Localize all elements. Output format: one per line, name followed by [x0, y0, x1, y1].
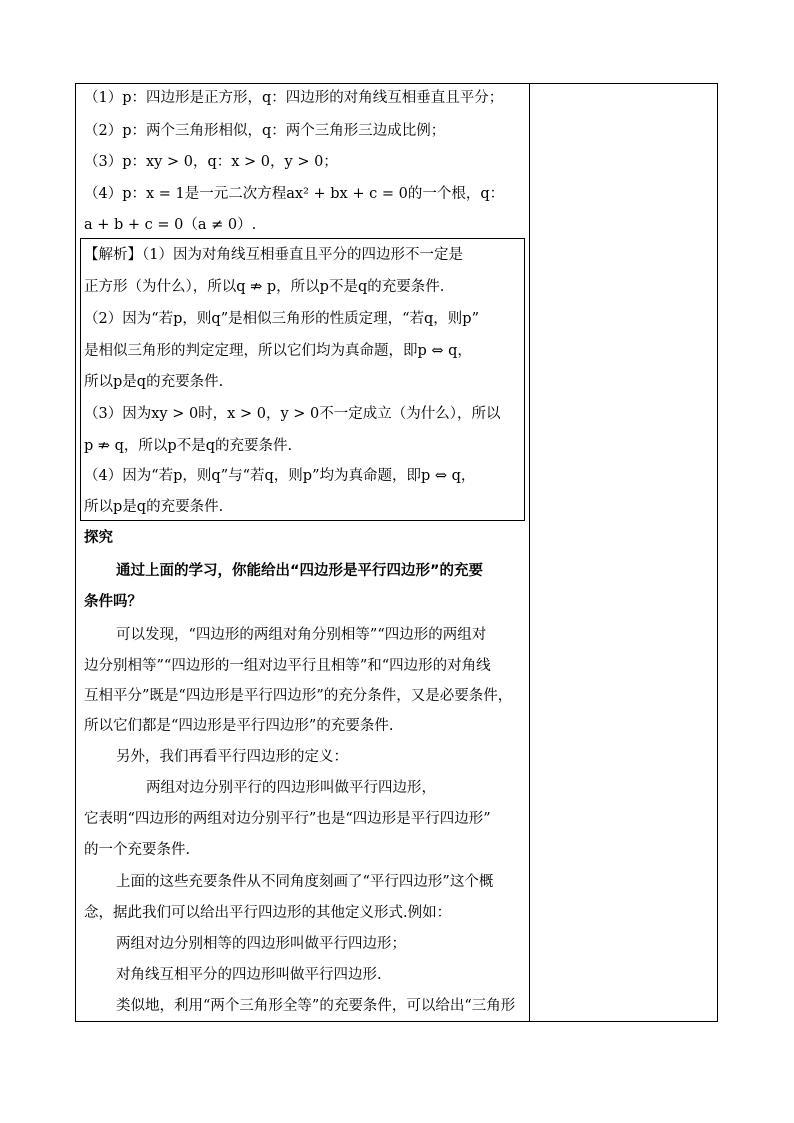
- explore-para-1-line-1: 可以发现，“四边形的两组对角分别相等”“四边形的两组对: [116, 627, 487, 643]
- parallelogram-definition: 两组对边分别平行的四边形叫做平行四边形，: [146, 780, 436, 796]
- alternative-definition-1: 两组对边分别相等的四边形叫做平行四边形；: [116, 936, 406, 952]
- analysis-line-1: 【解析】（1）因为对角线互相垂直且平分的四边形不一定是: [84, 247, 463, 263]
- condition-4-line-1: （4）p：x = 1是一元二次方程ax² + bx + c = 0的一个根，q：: [84, 186, 505, 202]
- analysis-line-6: （3）因为xy > 0时，x > 0，y > 0不一定成立（为什么），所以: [84, 406, 501, 422]
- condition-2: （2）p：两个三角形相似，q：两个三角形三边成比例；: [84, 123, 446, 139]
- analysis-line-2: 正方形（为什么），所以q ⇏ p，所以p不是q的充要条件.: [84, 279, 445, 295]
- explore-para-2: 另外，我们再看平行四边形的定义：: [116, 749, 348, 765]
- explore-para-3-line-2: 的一个充要条件.: [84, 842, 191, 858]
- explore-para-1-line-4: 所以它们都是“四边形是平行四边形”的充要条件.: [84, 718, 394, 734]
- alternative-definition-2: 对角线互相平分的四边形叫做平行四边形.: [116, 967, 382, 983]
- explore-heading: 探究: [84, 530, 113, 546]
- analysis-line-4: 是相似三角形的判定定理，所以它们均为真命题，即p ⇔ q，: [84, 343, 472, 359]
- explore-para-4-line-2: 念，据此我们可以给出平行四边形的其他定义形式.例如：: [84, 905, 452, 921]
- analysis-line-5: 所以p是q的充要条件.: [84, 374, 224, 390]
- analysis-line-8: （4）因为“若p，则q”与“若q，则p”均为真命题，即p ⇔ q，: [84, 468, 476, 484]
- table-column-divider: [529, 83, 530, 1022]
- explore-para-1-line-3: 互相平分”既是“四边形是平行四边形”的充分条件，又是必要条件，: [84, 688, 513, 704]
- condition-1: （1）p：四边形是正方形，q：四边形的对角线互相垂直且平分；: [84, 90, 504, 106]
- analysis-line-3: （2）因为“若p，则q”是相似三角形的性质定理，“若q，则p”: [84, 311, 480, 327]
- condition-3: （3）p：xy > 0，q：x > 0，y > 0；: [84, 154, 338, 170]
- explore-question-line-2: 条件吗？: [84, 594, 142, 610]
- explore-para-3-line-1: 它表明“四边形的两组对边分别平行”也是“四边形是平行四边形”: [84, 811, 491, 827]
- analysis-line-7: p ⇏ q，所以p不是q的充要条件.: [84, 438, 293, 454]
- explore-question-line-1: 通过上面的学习，你能给出“四边形是平行四边形”的充要: [116, 563, 484, 579]
- explore-para-4-line-1: 上面的这些充要条件从不同角度刻画了“平行四边形”这个概: [116, 874, 494, 890]
- explore-para-1-line-2: 边分别相等”“四边形的一组对边平行且相等”和“四边形的对角线: [84, 658, 491, 674]
- condition-4-line-2: a + b + c = 0（a ≠ 0）.: [84, 217, 257, 233]
- analysis-line-9: 所以p是q的充要条件.: [84, 499, 224, 515]
- explore-para-5-line-1: 类似地，利用“两个三角形全等”的充要条件，可以给出“三角形: [116, 998, 516, 1014]
